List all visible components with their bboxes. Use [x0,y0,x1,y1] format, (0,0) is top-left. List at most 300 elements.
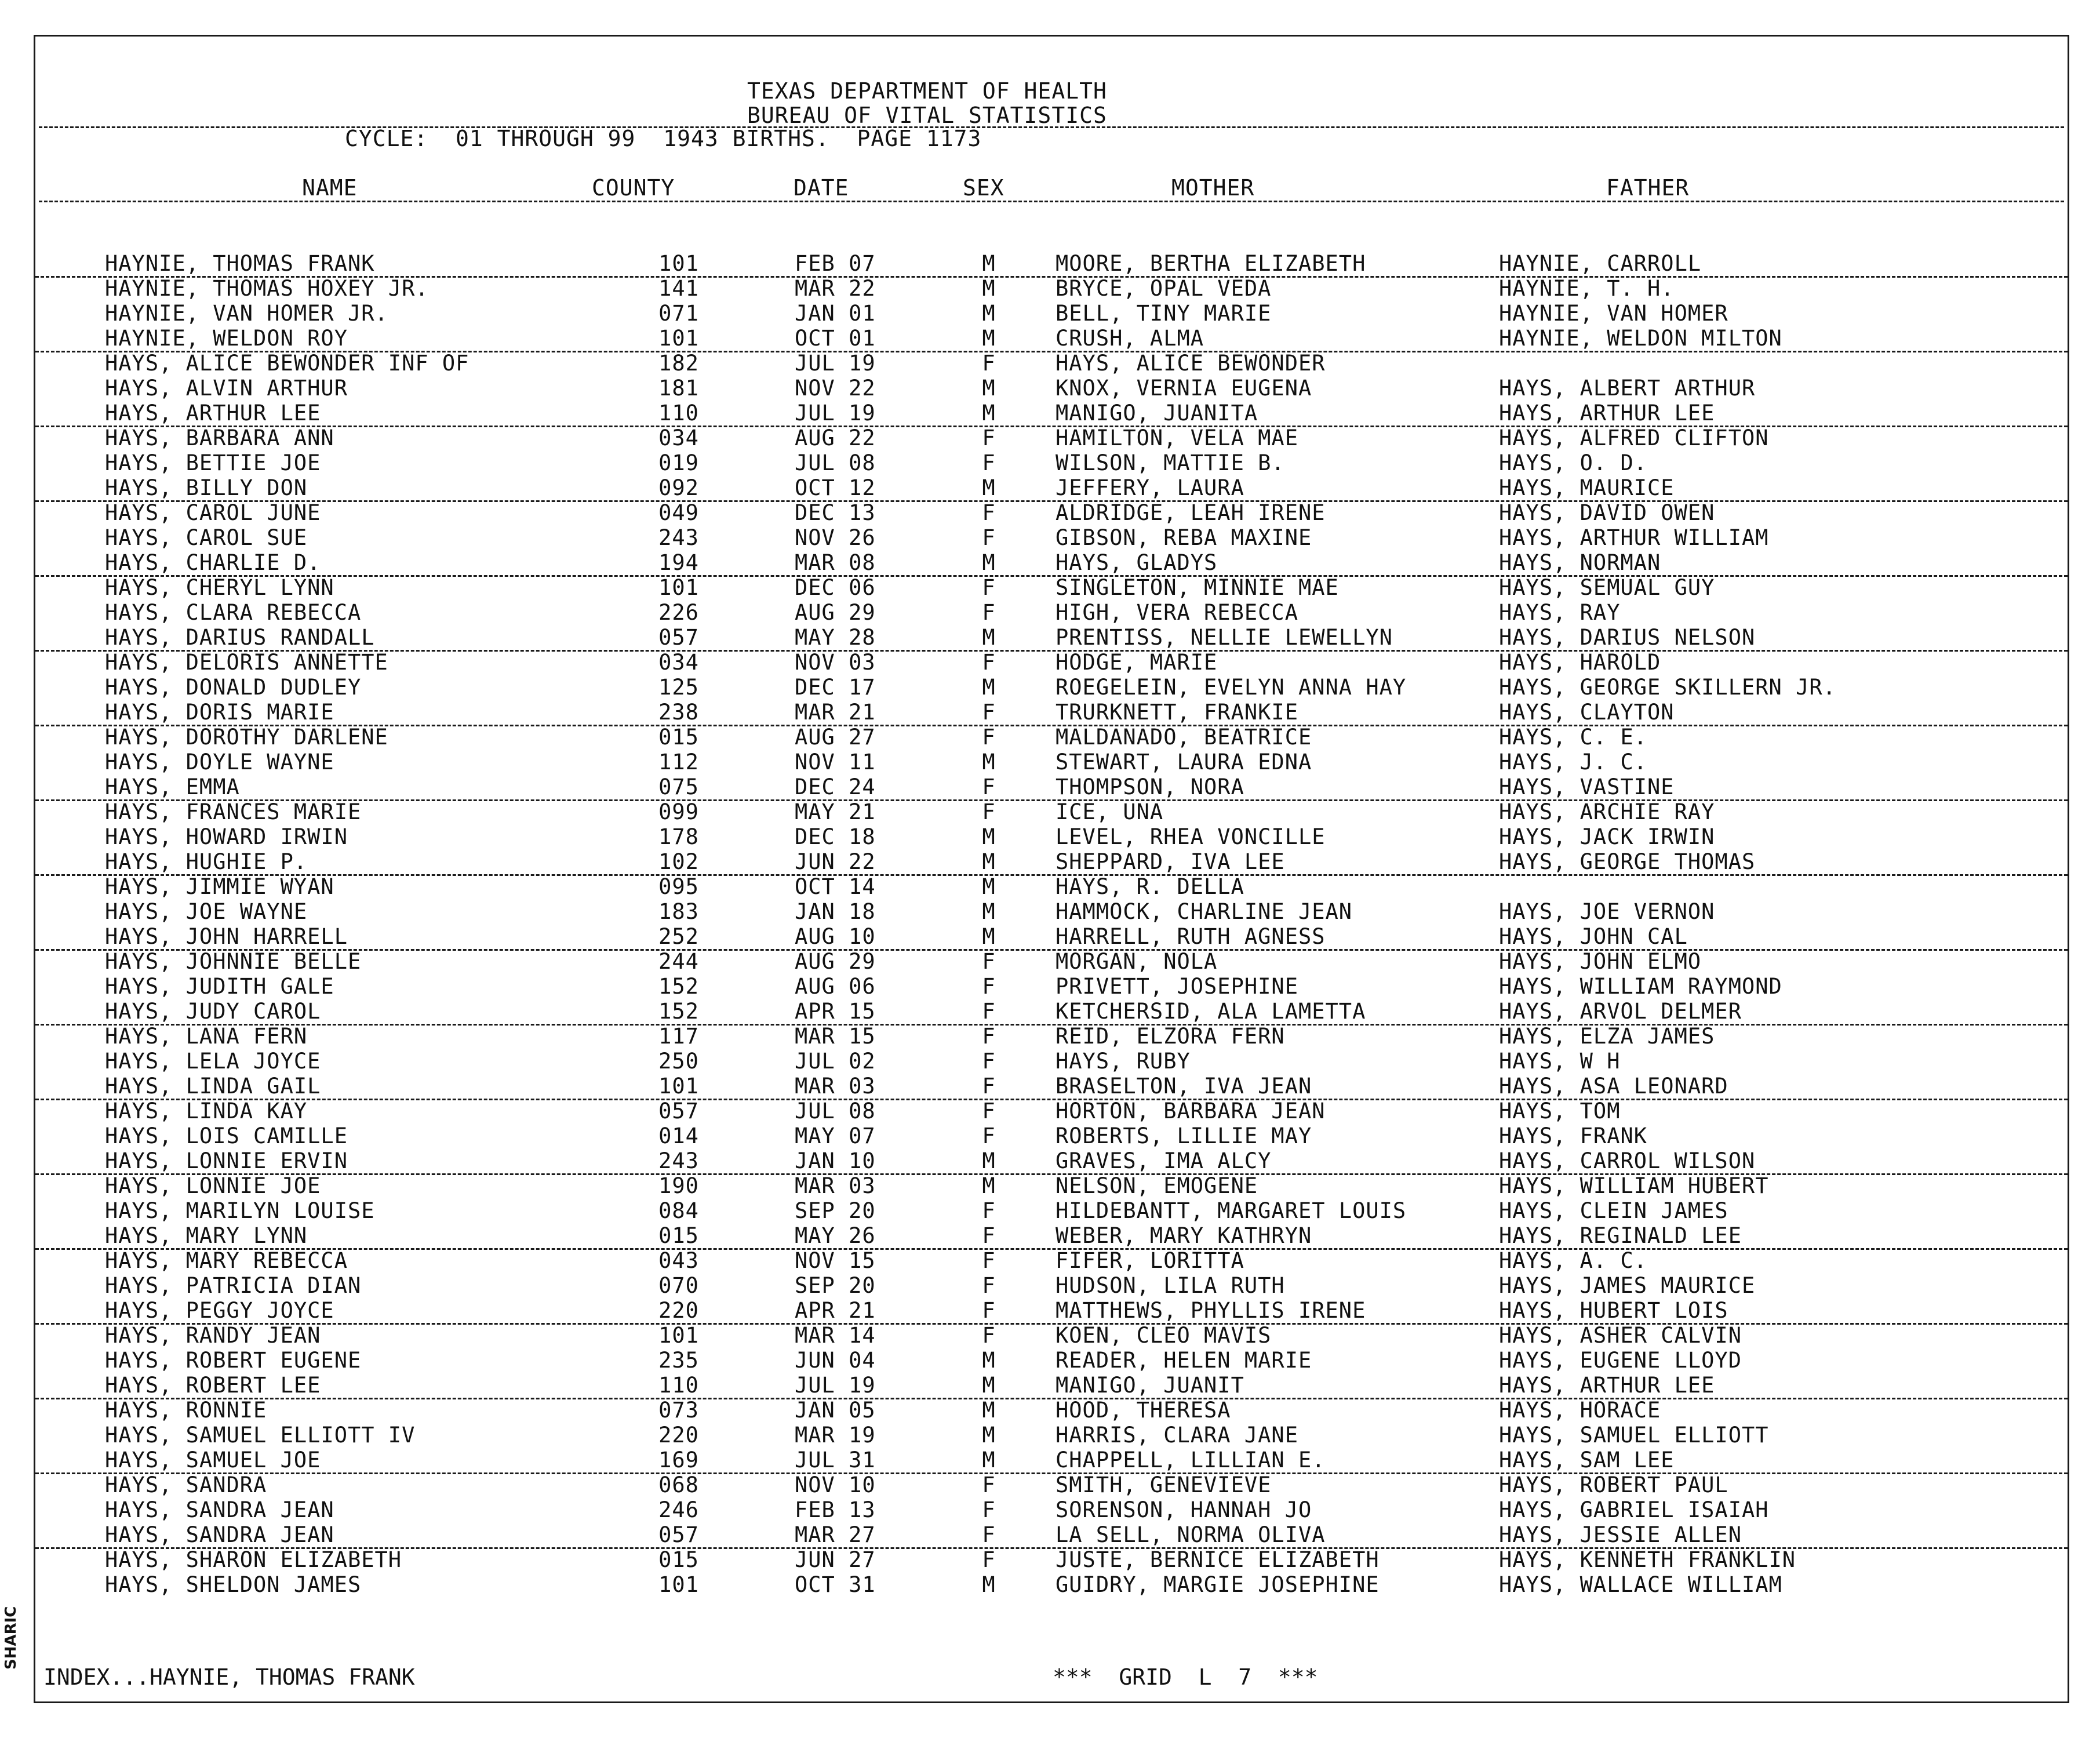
cell-name: HAYS, BILLY DON [105,475,308,500]
cell-mother: KNOX, VERNIA EUGENA [1056,376,1312,401]
cell-date: AUG 22 [795,426,876,450]
table-row [35,301,2068,326]
cell-date: JUL 08 [795,1099,876,1123]
cell-father: HAYS, ARTHUR LEE [1499,401,1715,426]
cell-mother: BRYCE, OPAL VEDA [1056,276,1272,301]
cell-county: 110 [658,401,699,426]
table-row [35,675,2068,700]
table-row [35,500,2068,525]
cell-sex: F [982,949,996,974]
cell-county: 220 [658,1423,699,1448]
cell-mother: PRIVETT, JOSEPHINE [1056,974,1298,999]
table-row [35,1522,2068,1549]
cell-county: 102 [658,849,699,874]
cell-name: HAYS, ALVIN ARTHUR [105,376,348,401]
cell-father: HAYS, A. C. [1499,1248,1648,1273]
cell-name: HAYNIE, THOMAS HOXEY JR. [105,276,429,301]
table-row [35,899,2068,924]
cell-date: DEC 17 [795,675,876,700]
cell-sex: F [982,1049,996,1074]
cell-county: 019 [658,450,699,475]
cell-date: AUG 10 [795,924,876,949]
cell-sex: F [982,450,996,475]
cell-sex: F [982,575,996,600]
header-cycle: CYCLE: 01 THROUGH 99 1943 BIRTHS. PAGE 1173 [345,126,982,151]
cell-date: MAY 21 [795,799,876,824]
cell-father: HAYS, C. E. [1499,725,1648,750]
cell-mother: REID, ELZORA FERN [1056,1024,1285,1049]
table-row [35,949,2068,974]
cell-name: HAYS, CHERYL LYNN [105,575,334,600]
cell-mother: ROEGELEIN, EVELYN ANNA HAY [1056,675,1407,700]
cell-sex: F [982,600,996,625]
cell-mother: GIBSON, REBA MAXINE [1056,525,1312,550]
cell-name: HAYS, CLARA REBECCA [105,600,362,625]
cell-father: HAYS, J. C. [1499,750,1648,775]
cell-name: HAYS, LOIS CAMILLE [105,1123,348,1148]
cell-sex: F [982,1547,996,1572]
cell-name: HAYS, JIMMIE WYAN [105,874,334,899]
cell-county: 101 [658,1323,699,1348]
cell-mother: HAYS, ALICE BEWONDER [1056,351,1326,376]
cell-date: DEC 13 [795,500,876,525]
cell-mother: ALDRIDGE, LEAH IRENE [1056,500,1326,525]
cell-father: HAYNIE, T. H. [1499,276,1675,301]
cell-mother: MATTHEWS, PHYLLIS IRENE [1056,1298,1366,1323]
cell-county: 183 [658,899,699,924]
cell-father: HAYS, HUBERT LOIS [1499,1298,1728,1323]
cell-county: 101 [658,1074,699,1099]
cell-mother: WEBER, MARY KATHRYN [1056,1223,1312,1248]
cell-county: 152 [658,999,699,1024]
cell-county: 073 [658,1398,699,1423]
cell-father: HAYS, JAMES MAURICE [1499,1273,1756,1298]
cell-county: 194 [658,550,699,575]
cell-mother: MANIGO, JUANIT [1056,1373,1244,1398]
cell-date: MAR 15 [795,1024,876,1049]
cell-father: HAYS, CARROL WILSON [1499,1148,1756,1173]
cell-date: AUG 29 [795,600,876,625]
cell-mother: HILDEBANTT, MARGARET LOUIS [1056,1198,1407,1223]
column-header-county: COUNTY [592,175,675,201]
table-row [35,276,2068,301]
cell-sex: M [982,475,996,500]
cell-father: HAYS, DARIUS NELSON [1499,625,1756,650]
cell-name: HAYS, JOHN HARRELL [105,924,348,949]
cell-name: HAYS, DARIUS RANDALL [105,625,375,650]
cell-mother: FIFER, LORITTA [1056,1248,1244,1273]
table-row [35,426,2068,450]
column-header-sex: SEX [963,175,1004,201]
cell-date: OCT 14 [795,874,876,899]
cell-sex: F [982,700,996,725]
cell-sex: F [982,1248,996,1273]
cell-date: OCT 01 [795,326,876,351]
cell-sex: M [982,401,996,426]
birth-records-table [35,37,2068,1701]
cell-date: MAR 22 [795,276,876,301]
column-header-name: NAME [302,175,358,201]
cell-county: 070 [658,1273,699,1298]
cell-sex: M [982,899,996,924]
cell-father: HAYS, CLEIN JAMES [1499,1198,1728,1223]
cell-sex: M [982,326,996,351]
cell-name: HAYS, RANDY JEAN [105,1323,321,1348]
cell-county: 095 [658,874,699,899]
cell-mother: HIGH, VERA REBECCA [1056,600,1298,625]
table-row [35,376,2068,401]
cell-mother: MALDANADO, BEATRICE [1056,725,1312,750]
cell-date: JAN 05 [795,1398,876,1423]
cell-sex: F [982,1223,996,1248]
cell-sex: M [982,251,996,276]
cell-county: 057 [658,1099,699,1123]
cell-sex: M [982,1373,996,1398]
cell-father: HAYS, ROBERT PAUL [1499,1472,1728,1497]
table-row [35,1173,2068,1198]
cell-father: HAYS, MAURICE [1499,475,1675,500]
table-row [35,251,2068,278]
cell-sex: F [982,1323,996,1348]
cell-county: 049 [658,500,699,525]
cell-name: HAYS, LINDA GAIL [105,1074,321,1099]
cell-date: NOV 03 [795,650,876,675]
cell-name: HAYS, CAROL SUE [105,525,308,550]
cell-county: 220 [658,1298,699,1323]
table-row [35,1448,2068,1474]
cell-mother: HAYS, GLADYS [1056,550,1218,575]
table-row [35,1348,2068,1373]
cell-date: JUL 31 [795,1448,876,1472]
cell-mother: SORENSON, HANNAH JO [1056,1497,1312,1522]
cell-name: HAYS, DOROTHY DARLENE [105,725,388,750]
cell-name: HAYNIE, THOMAS FRANK [105,251,375,276]
cell-county: 250 [658,1049,699,1074]
cell-mother: HAYS, RUBY [1056,1049,1191,1074]
cell-mother: SHEPPARD, IVA LEE [1056,849,1285,874]
table-row [35,450,2068,475]
cell-mother: HARRIS, CLARA JANE [1056,1423,1298,1448]
cell-name: HAYS, CAROL JUNE [105,500,321,525]
cell-father: HAYS, NORMAN [1499,550,1661,575]
cell-mother: GUIDRY, MARGIE JOSEPHINE [1056,1572,1380,1597]
cell-name: HAYS, ARTHUR LEE [105,401,321,426]
cell-county: 235 [658,1348,699,1373]
column-header-mother: MOTHER [1171,175,1255,201]
cell-county: 015 [658,1223,699,1248]
cell-name: HAYS, JOHNNIE BELLE [105,949,362,974]
cell-name: HAYS, JUDITH GALE [105,974,334,999]
cell-county: 043 [658,1248,699,1273]
cell-county: 125 [658,675,699,700]
table-row [35,799,2068,824]
cell-name: HAYS, JUDY CAROL [105,999,321,1024]
cell-date: NOV 26 [795,525,876,550]
cell-sex: F [982,1123,996,1148]
cell-date: MAY 28 [795,625,876,650]
cell-sex: F [982,426,996,450]
cell-date: FEB 07 [795,251,876,276]
cell-date: MAR 27 [795,1522,876,1547]
cell-mother: HAYS, R. DELLA [1056,874,1244,899]
cell-name: HAYS, MARY REBECCA [105,1248,348,1273]
cell-county: 141 [658,276,699,301]
cell-father: HAYS, VASTINE [1499,775,1675,799]
table-row [35,650,2068,675]
cell-mother: GRAVES, IMA ALCY [1056,1148,1272,1173]
cell-county: 099 [658,799,699,824]
cell-name: HAYS, SANDRA [105,1472,267,1497]
table-row [35,326,2068,352]
cell-sex: F [982,351,996,376]
cell-date: NOV 15 [795,1248,876,1273]
cell-county: 152 [658,974,699,999]
table-row [35,1423,2068,1448]
cell-county: 226 [658,600,699,625]
table-row [35,1049,2068,1074]
table-row [35,600,2068,625]
table-row [35,700,2068,726]
cell-father: HAYNIE, VAN HOMER [1499,301,1728,326]
cell-father: HAYS, SAMUEL ELLIOTT [1499,1423,1769,1448]
cell-county: 252 [658,924,699,949]
table-row [35,924,2068,951]
cell-sex: F [982,1497,996,1522]
cell-mother: ICE, UNA [1056,799,1164,824]
table-row [35,1298,2068,1325]
cell-name: HAYS, DORIS MARIE [105,700,334,725]
table-row [35,1024,2068,1049]
table-row [35,974,2068,999]
cell-date: MAR 19 [795,1423,876,1448]
cell-father: HAYS, ALFRED CLIFTON [1499,426,1769,450]
cell-name: HAYS, MARILYN LOUISE [105,1198,375,1223]
table-row [35,1248,2068,1273]
cell-county: 101 [658,575,699,600]
cell-name: HAYS, CHARLIE D. [105,550,321,575]
cell-date: MAR 03 [795,1074,876,1099]
cell-date: MAY 07 [795,1123,876,1148]
table-row [35,1074,2068,1100]
cell-father: HAYS, JOHN ELMO [1499,949,1702,974]
cell-county: 182 [658,351,699,376]
cell-county: 238 [658,700,699,725]
cell-sex: F [982,1099,996,1123]
cell-father: HAYNIE, WELDON MILTON [1499,326,1782,351]
cell-name: HAYS, DONALD DUDLEY [105,675,362,700]
cell-mother: SMITH, GENEVIEVE [1056,1472,1272,1497]
cell-date: JUL 02 [795,1049,876,1074]
cell-sex: F [982,725,996,750]
cell-father: HAYS, REGINALD LEE [1499,1223,1742,1248]
cell-father: HAYS, SAM LEE [1499,1448,1675,1472]
cell-county: 068 [658,1472,699,1497]
cell-county: 084 [658,1198,699,1223]
cell-name: HAYS, DOYLE WAYNE [105,750,334,775]
cell-county: 015 [658,1547,699,1572]
cell-date: JAN 10 [795,1148,876,1173]
cell-father: HAYS, HORACE [1499,1398,1661,1423]
cell-name: HAYS, SHARON ELIZABETH [105,1547,402,1572]
cell-name: HAYS, SAMUEL JOE [105,1448,321,1472]
cell-name: HAYS, PATRICIA DIAN [105,1273,362,1298]
cell-date: DEC 24 [795,775,876,799]
cell-sex: F [982,799,996,824]
cell-date: SEP 20 [795,1198,876,1223]
cell-sex: M [982,276,996,301]
cell-sex: F [982,1472,996,1497]
cell-father: HAYS, GEORGE THOMAS [1499,849,1756,874]
cell-date: APR 21 [795,1298,876,1323]
cell-sex: M [982,376,996,401]
table-row [35,475,2068,502]
table-row [35,625,2068,652]
cell-sex: F [982,974,996,999]
cell-county: 015 [658,725,699,750]
cell-sex: F [982,1273,996,1298]
cell-father: HAYS, ASHER CALVIN [1499,1323,1742,1348]
cell-name: HAYNIE, VAN HOMER JR. [105,301,388,326]
cell-sex: M [982,824,996,849]
cell-sex: M [982,849,996,874]
cell-mother: JUSTE, BERNICE ELIZABETH [1056,1547,1380,1572]
cell-date: JAN 01 [795,301,876,326]
table-row [35,1223,2068,1250]
cell-mother: KOEN, CLEO MAVIS [1056,1323,1272,1348]
cell-sex: M [982,675,996,700]
cell-father: HAYS, EUGENE LLOYD [1499,1348,1742,1373]
column-header-date: DATE [794,175,849,201]
table-row [35,999,2068,1026]
cell-county: 181 [658,376,699,401]
cell-sex: M [982,924,996,949]
cell-mother: HUDSON, LILA RUTH [1056,1273,1285,1298]
table-row [35,1273,2068,1298]
cell-sex: F [982,1198,996,1223]
cell-date: JUN 27 [795,1547,876,1572]
cell-name: HAYS, BETTIE JOE [105,450,321,475]
cell-name: HAYS, BARBARA ANN [105,426,334,450]
cell-sex: M [982,301,996,326]
cell-name: HAYS, FRANCES MARIE [105,799,362,824]
cell-mother: JEFFERY, LAURA [1056,475,1244,500]
cell-date: JUN 04 [795,1348,876,1373]
cell-father: HAYS, JOE VERNON [1499,899,1715,924]
cell-mother: SINGLETON, MINNIE MAE [1056,575,1339,600]
cell-mother: HOOD, THERESA [1056,1398,1231,1423]
cell-father: HAYS, KENNETH FRANKLIN [1499,1547,1796,1572]
cell-mother: HORTON, BARBARA JEAN [1056,1099,1326,1123]
cell-county: 110 [658,1373,699,1398]
cell-sex: M [982,1448,996,1472]
header-title: TEXAS DEPARTMENT OF HEALTH [747,78,1107,104]
cell-county: 243 [658,1148,699,1173]
cell-name: HAYS, LONNIE ERVIN [105,1148,348,1173]
cell-name: HAYS, SHELDON JAMES [105,1572,362,1597]
cell-father: HAYS, HAROLD [1499,650,1661,675]
cell-name: HAYS, HUGHIE P. [105,849,308,874]
cell-sex: M [982,1572,996,1597]
cell-father: HAYS, ASA LEONARD [1499,1074,1728,1099]
cell-county: 117 [658,1024,699,1049]
cell-county: 101 [658,326,699,351]
cell-name: HAYS, DELORIS ANNETTE [105,650,388,675]
cell-county: 243 [658,525,699,550]
cell-mother: HAMMOCK, CHARLINE JEAN [1056,899,1353,924]
cell-name: HAYS, ROBERT EUGENE [105,1348,362,1373]
cell-father: HAYS, JESSIE ALLEN [1499,1522,1742,1547]
cell-date: AUG 06 [795,974,876,999]
cell-mother: WILSON, MATTIE B. [1056,450,1285,475]
cell-father: HAYS, JACK IRWIN [1499,824,1715,849]
cell-date: APR 15 [795,999,876,1024]
cell-mother: READER, HELEN MARIE [1056,1348,1312,1373]
cell-date: SEP 20 [795,1273,876,1298]
table-row [35,1123,2068,1148]
cell-sex: M [982,874,996,899]
cell-sex: F [982,1298,996,1323]
cell-date: MAR 08 [795,550,876,575]
cell-county: 034 [658,426,699,450]
column-header-father: FATHER [1606,175,1690,201]
cell-mother: LA SELL, NORMA OLIVA [1056,1522,1326,1547]
cell-sex: F [982,1522,996,1547]
cell-sex: M [982,550,996,575]
cell-date: AUG 27 [795,725,876,750]
cell-county: 101 [658,251,699,276]
cell-county: 246 [658,1497,699,1522]
cell-father: HAYS, WILLIAM RAYMOND [1499,974,1782,999]
cell-date: MAR 03 [795,1173,876,1198]
table-row [35,525,2068,550]
table-row [35,351,2068,376]
table-row [35,1497,2068,1522]
cell-father: HAYS, ARVOL DELMER [1499,999,1742,1024]
cell-county: 101 [658,1572,699,1597]
cell-name: HAYS, ALICE BEWONDER INF OF [105,351,470,376]
cell-date: MAR 21 [795,700,876,725]
cell-name: HAYS, JOE WAYNE [105,899,308,924]
cell-date: DEC 18 [795,824,876,849]
cell-father: HAYS, DAVID OWEN [1499,500,1715,525]
cell-date: FEB 13 [795,1497,876,1522]
cell-name: HAYS, HOWARD IRWIN [105,824,348,849]
table-row [35,1148,2068,1175]
table-row [35,824,2068,849]
table-row [35,1373,2068,1399]
cell-date: NOV 11 [795,750,876,775]
cell-date: JUL 19 [795,401,876,426]
table-row [35,1572,2068,1597]
cell-sex: F [982,775,996,799]
cell-mother: HODGE, MARIE [1056,650,1218,675]
cell-name: HAYS, LINDA KAY [105,1099,308,1123]
cell-name: HAYS, SANDRA JEAN [105,1497,334,1522]
table-row [35,725,2068,750]
cell-mother: BRASELTON, IVA JEAN [1056,1074,1312,1099]
cell-sex: F [982,525,996,550]
cell-mother: ROBERTS, LILLIE MAY [1056,1123,1312,1148]
document-page [34,35,2069,1703]
cell-father: HAYS, W H [1499,1049,1621,1074]
cell-mother: HARRELL, RUTH AGNESS [1056,924,1326,949]
footer-grid-label: *** GRID L 7 *** [1053,1664,1318,1690]
cell-father: HAYS, WALLACE WILLIAM [1499,1572,1782,1597]
cell-mother: KETCHERSID, ALA LAMETTA [1056,999,1366,1024]
table-row [35,1472,2068,1497]
side-watermark: SHARIC [2,1606,20,1670]
cell-county: 075 [658,775,699,799]
